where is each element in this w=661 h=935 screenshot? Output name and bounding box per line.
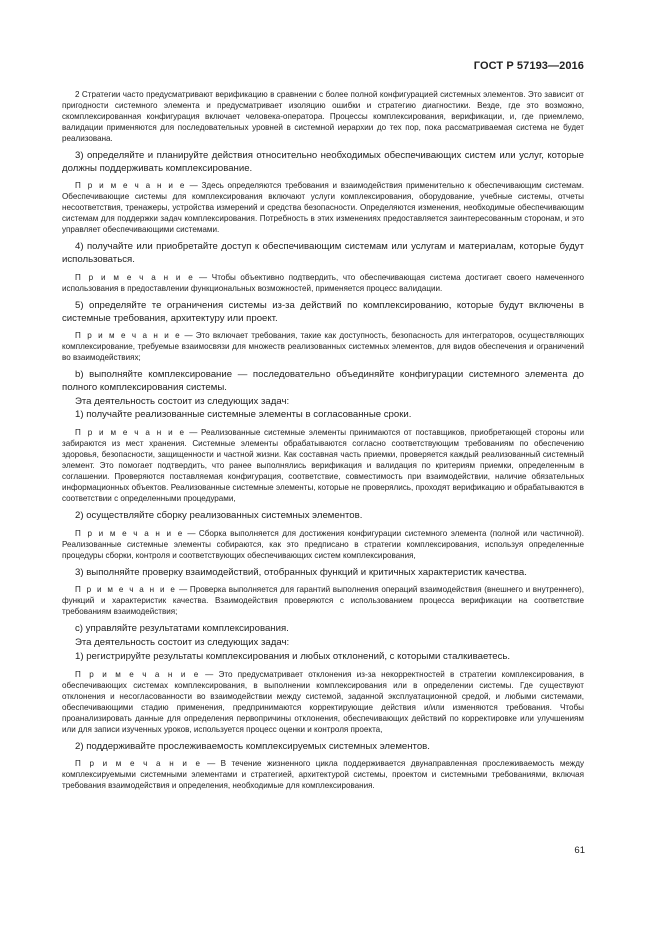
body-paragraph [62,637,584,650]
note-paragraph [62,180,584,235]
body-paragraph [62,150,584,175]
note-label: П р и м е ч а н и е [75,759,202,769]
note-paragraph [62,272,584,294]
paragraph-text: 2) поддерживайте прослеживаемость комплексируемых системных элементов. [75,740,430,752]
note-label: П р и м е ч а н и е [75,585,177,595]
body-paragraph [62,300,584,325]
note-label: П р и м е ч а н и е [75,428,186,438]
paragraph-text: — Чтобы объективно подтвердить, что обеспечивающая система достигает своего намеченного использования в предоставлении функциональных возможностей, применяется процесс валидации. [62,272,584,293]
paragraph-text: 2) осуществляйте сборку реализованных системных элементов. [75,510,363,522]
paragraph-text: 3) определяйте и планируйте действия относительно необходимых обеспечивающих систем или услуг, которые должны поддерживать комплексирование. [62,150,584,174]
note-label: П р и м е ч а н и е [75,331,182,341]
page-number: 61 [574,845,585,856]
document-body [62,89,584,791]
paragraph-text: — В течение жизненного цикла поддерживается двунаправленная прослеживаемость между комплексируемыми системными элементами и стратегией, архитектурой системы, проектом и системными требованиями, включая требования взаимодействия и определения, необходимые для комплексирования. [62,759,584,791]
body-paragraph [62,567,584,580]
paragraph-text: — Проверка выполняется для гарантий выполнения операций взаимодействия (внешнего и внутреннего), функций и характеристик качества. Взаимодействия проверяются с использованием процесса верификации на соответствие требованиям взаимодействия; [62,585,584,617]
note-label: П р и м е ч а н и е [75,272,195,282]
paragraph-text: — Это включает требования, такие как доступность, безопасность для интеграторов, осуществляющих комплексирование, требуемые взаимосвязи для множеств реализованных системных элементов, для видов обеспечения и ограничений во взаимодействиях; [62,331,584,363]
paragraph-text: Эта деятельность состоит из следующих задач: [75,637,290,649]
paragraph-text: Эта деятельность состоит из следующих задач: [75,395,290,407]
paragraph-text: — Это предусматривает отклонения из-за некорректностей в стратегии комплексирования, в обеспечивающих системах комплексирования, в выполнении комплексирования или в определении системы. Где существуют отклонения и несогласованности во взаимодействии между системой, заданной эксплуатационной средой, и любыми системами, обеспечивающими стадию применения, предпринимаются корректирующие действия и/или изменяются требования. Чтобы проанализировать данные для определения первопричины отклонения, обеспечивающих действий по корректировке или улучшениям или для записи изученных уроков, используется процесс оценки и контроля проекта, [62,669,584,734]
body-paragraph [62,396,584,409]
paragraph-text: b) выполняйте комплексирование — последовательно объединяйте конфигурации системного элемента до полного комплексирования системы. [62,369,584,393]
body-paragraph [62,369,584,394]
body-paragraph [62,623,584,636]
note-paragraph [62,427,584,504]
note-paragraph [62,669,584,735]
paragraph-text: 5) определяйте те ограничения системы из-за действий по комплексированию, которые будут включены в системные требования, архитектуру или проект. [62,299,584,324]
note-label: П р и м е ч а н и е [75,528,184,538]
note-paragraph [62,758,584,791]
paragraph-text: 2 Стратегии часто предусматривают верификацию в сравнении с более полной конфигурацией системных элементов. Это зависит от пригодности системного элемента и предусматривает изоляцию ошибки и стратегию диагностики. Везде, где это возможно, скомплексированная конфигурация включает человека-оператора. Процессы комплексирования, верификации, и, где приемлемо, валидации применяются для последовательных уровней в системной иерархии до тех пор, пока рассматриваемая система не будет реализована. [62,90,584,143]
paragraph-text: 3) выполняйте проверку взаимодействий, отобранных функций и критичных характеристик качества. [75,566,527,578]
body-paragraph [62,241,584,266]
note-label: П р и м е ч а н и е [75,669,200,679]
body-paragraph [62,510,584,523]
paragraph-text: 1) получайте реализованные системные элементы в согласованные сроки. [75,409,412,421]
body-paragraph [62,651,584,664]
paragraph-text: — Реализованные системные элементы принимаются от поставщиков, приобретающей стороны или забираются из мест хранения. Системные элементы обрабатываются согласно соответствующим требованиям по обеспечению здоровья, безопасности, защищенности и частной жизни. Как составная часть приемки, проверяется каждый реализованный системный элемент. Это помогает подтвердить, что ранее выполнялись верификация и валидация по критериям приемки, определенным в соглашении. Проверяются поставляемая конфигурация, соответствие, совместимость при взаимодействии, наличие обязательных информационных объектов. Реализованные системные элементы, которые не проверялись, проходят верификацию и обрабатываются в соответствии с определенными процедурами, [62,428,584,504]
paragraph-text: — Здесь определяются требования и взаимодействия применительно к обеспечивающим системам. Обеспечивающие системы для комплексирования включают услуги комплексирования, оборудование, учебные системы, отчеты несоответствия, тренажеры, устройства измерений и средства безопасности. Определяются изменения, необходимые обеспечивающим системам для поддержки задач комплексирования. Потребность в этих изменениях предоставляется заинтересованным сторонам, и это управляет обеспечивающими системами. [62,181,584,235]
note-paragraph [62,528,584,561]
note-paragraph [62,89,584,144]
body-paragraph [62,409,584,422]
body-paragraph [62,741,584,754]
note-paragraph [62,584,584,617]
paragraph-text: 4) получайте или приобретайте доступ к обеспечивающим системам или услугам и материалам, которые будут использоваться. [62,241,584,266]
standard-code: ГОСТ Р 57193—2016 [473,60,584,72]
note-label: П р и м е ч а н и е [75,181,186,191]
note-paragraph [62,330,584,363]
paragraph-text: — Сборка выполняется для достижения конфигурации системного элемента (полной или частичной). Реализованные системные элементы собираются, как это предписано в стратегии комплексирования, используя определенные процедуры сборки, контроля и соответствующих обеспечивающих систем комплексирования, [62,528,584,560]
paragraph-text: 1) регистрируйте результаты комплексирования и любых отклонений, с которыми сталкиваетесь. [75,650,511,662]
paragraph-text: с) управляйте результатами комплексирования. [75,623,289,635]
